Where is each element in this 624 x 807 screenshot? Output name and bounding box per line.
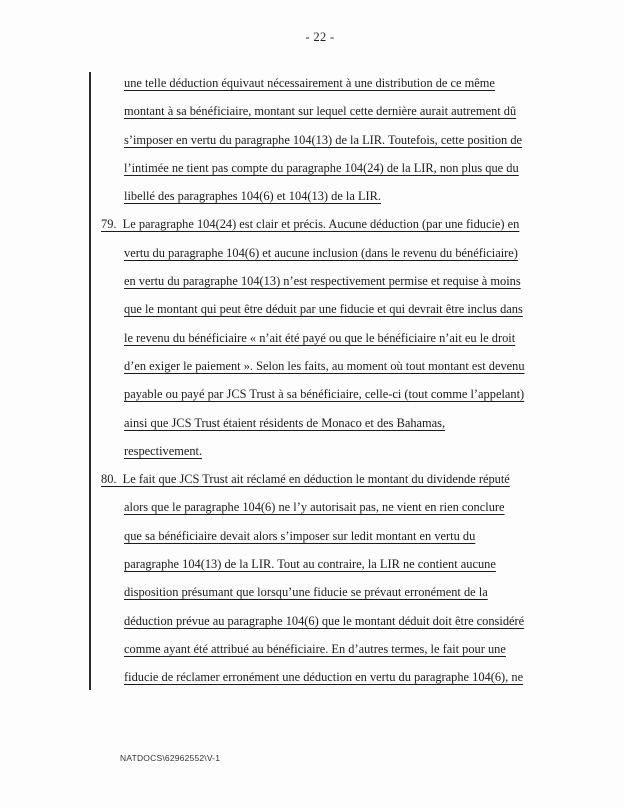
paragraph-first-line: 79. Le paragraphe 104(24) est clair et précis. Aucune déduction (par une fiducie) en xyxy=(101,217,520,232)
text-line: paragraphe 104(13) de la LIR. Tout au contraire, la LIR ne contient aucune xyxy=(124,557,496,572)
text-line: l’intimée ne tient pas compte du paragraphe 104(24) de la LIR, non plus que du xyxy=(124,160,519,175)
text-line: montant à sa bénéficiaire, montant sur lequel cette dernière aurait autrement dû xyxy=(124,104,517,119)
paragraph xyxy=(101,69,576,210)
text-line: que sa bénéficiaire devait alors s’imposer sur ledit montant en vertu du xyxy=(124,528,476,543)
text-line: une telle déduction équivaut nécessairement à une distribution de ce même xyxy=(124,76,495,90)
text-line: d’en exiger le paiement ». Selon les faits, au moment où tout montant est devenu xyxy=(124,358,525,373)
document-id-footer: NATDOCS\62962552\V-1 xyxy=(120,753,221,763)
text-line: s’imposer en vertu du paragraphe 104(13) de la LIR. Toutefois, cette position de xyxy=(124,132,523,147)
text-line: ainsi que JCS Trust étaient résidents de Monaco et des Bahamas, xyxy=(124,415,446,430)
document-body xyxy=(101,69,576,692)
text-line: déduction prévue au paragraphe 104(6) que le montant déduit doit être considéré xyxy=(124,613,525,628)
text-line: alors que le paragraphe 104(6) ne l’y autorisait pas, ne vient en rien conclure xyxy=(124,500,505,515)
text-line: le revenu du bénéficiaire « n’ait été payé ou que le bénéficiaire n’ait eu le droit xyxy=(124,330,516,345)
text-line: respectivement. xyxy=(124,443,203,458)
paragraph xyxy=(101,210,576,465)
text-line: vertu du paragraphe 104(6) et aucune inclusion (dans le revenu du bénéficiaire) xyxy=(124,245,518,260)
page-number: - 22 - xyxy=(305,30,335,44)
text-line: que le montant qui peut être déduit par une fiducie et qui devrait être inclus dans xyxy=(124,302,523,317)
text-line: libellé des paragraphes 104(6) et 104(13) de la LIR. xyxy=(124,189,382,204)
text-line: comme ayant été attribué au bénéficiaire. En d’autres termes, le fait pour une xyxy=(124,641,506,656)
paragraph xyxy=(101,465,576,691)
text-line: payable ou payé par JCS Trust à sa bénéficiaire, celle-ci (tout comme l’appelant) xyxy=(124,387,525,402)
text-line: disposition présumant que lorsqu’une fiducie se prévaut erronément de la xyxy=(124,585,488,600)
text-line: fiducie de réclamer erronément une déduction en vertu du paragraphe 104(6), ne xyxy=(124,670,524,685)
paragraph-first-line: 80. Le fait que JCS Trust ait réclamé en déduction le montant du dividende réputé xyxy=(101,472,510,487)
text-line: en vertu du paragraphe 104(13) n’est respectivement permise et requise à moins xyxy=(124,274,521,289)
revision-change-bar xyxy=(89,72,91,690)
